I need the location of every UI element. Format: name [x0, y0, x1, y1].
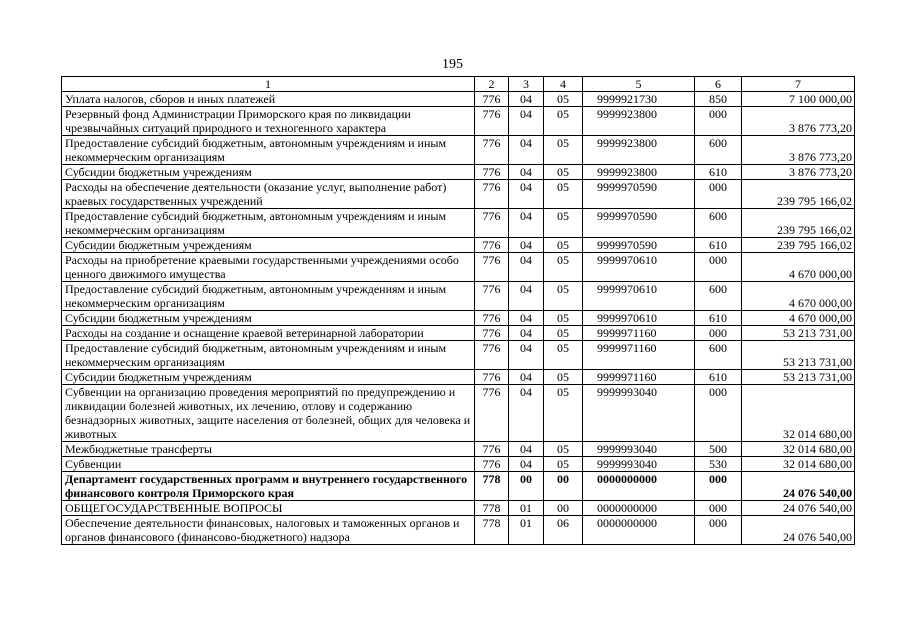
row-section-code: 04	[509, 442, 544, 457]
row-gr-code: 776	[475, 341, 509, 370]
row-name: Субвенции	[62, 457, 475, 472]
row-target-code: 9999993040	[583, 385, 695, 442]
table-row	[62, 385, 855, 442]
row-subsection-code: 05	[544, 311, 583, 326]
column-header: 1	[62, 77, 475, 92]
row-expense-type-code: 600	[695, 282, 742, 311]
row-gr-code: 776	[475, 107, 509, 136]
row-gr-code: 776	[475, 442, 509, 457]
row-section-code: 04	[509, 370, 544, 385]
row-name: Предоставление субсидий бюджетным, автономным учреждениям и иным некоммерческим организациям	[62, 282, 475, 311]
row-section-code: 00	[509, 472, 544, 501]
row-subsection-code: 05	[544, 180, 583, 209]
table-row	[62, 180, 855, 209]
column-header: 7	[742, 77, 855, 92]
row-amount: 3 876 773,20	[742, 136, 855, 165]
row-expense-type-code: 000	[695, 472, 742, 501]
table-row	[62, 92, 855, 107]
row-target-code: 9999970590	[583, 238, 695, 253]
table-row	[62, 326, 855, 341]
row-expense-type-code: 000	[695, 253, 742, 282]
row-amount: 53 213 731,00	[742, 370, 855, 385]
row-expense-type-code: 000	[695, 385, 742, 442]
row-amount: 4 670 000,00	[742, 311, 855, 326]
row-expense-type-code: 000	[695, 516, 742, 545]
row-gr-code: 776	[475, 457, 509, 472]
row-section-code: 01	[509, 501, 544, 516]
row-section-code: 04	[509, 165, 544, 180]
row-amount: 32 014 680,00	[742, 457, 855, 472]
row-expense-type-code: 610	[695, 165, 742, 180]
row-subsection-code: 05	[544, 209, 583, 238]
row-target-code: 9999993040	[583, 442, 695, 457]
row-target-code: 9999970610	[583, 253, 695, 282]
table-row	[62, 341, 855, 370]
row-target-code: 0000000000	[583, 472, 695, 501]
row-target-code: 9999971160	[583, 370, 695, 385]
row-target-code: 9999921730	[583, 92, 695, 107]
row-amount: 4 670 000,00	[742, 282, 855, 311]
row-amount: 7 100 000,00	[742, 92, 855, 107]
row-section-code: 04	[509, 385, 544, 442]
row-subsection-code: 05	[544, 253, 583, 282]
row-target-code: 9999923800	[583, 107, 695, 136]
row-gr-code: 776	[475, 326, 509, 341]
row-target-code: 9999993040	[583, 457, 695, 472]
row-expense-type-code: 000	[695, 180, 742, 209]
row-target-code: 9999970610	[583, 311, 695, 326]
row-name: Департамент государственных программ и внутреннего государственного финансового контроля Приморского края	[62, 472, 475, 501]
column-header: 5	[583, 77, 695, 92]
row-target-code: 0000000000	[583, 501, 695, 516]
row-subsection-code: 05	[544, 370, 583, 385]
row-expense-type-code: 000	[695, 326, 742, 341]
row-subsection-code: 05	[544, 282, 583, 311]
table-row	[62, 165, 855, 180]
row-name: Субсидии бюджетным учреждениям	[62, 165, 475, 180]
row-amount: 24 076 540,00	[742, 501, 855, 516]
row-subsection-code: 05	[544, 326, 583, 341]
row-subsection-code: 00	[544, 501, 583, 516]
table-row	[62, 209, 855, 238]
row-gr-code: 776	[475, 282, 509, 311]
row-name: Расходы на обеспечение деятельности (оказание услуг, выполнение работ) краевых государственных учреждений	[62, 180, 475, 209]
row-gr-code: 778	[475, 472, 509, 501]
row-subsection-code: 06	[544, 516, 583, 545]
row-expense-type-code: 000	[695, 501, 742, 516]
row-name: Межбюджетные трансферты	[62, 442, 475, 457]
row-amount: 53 213 731,00	[742, 326, 855, 341]
row-name: Субвенции на организацию проведения мероприятий по предупреждению и ликвидации болезней животных, их лечению, отлову и содержанию безнадзорных животных, защите населения от болезней, общих для человека и животных	[62, 385, 475, 442]
row-name: Предоставление субсидий бюджетным, автономным учреждениям и иным некоммерческим организациям	[62, 136, 475, 165]
row-subsection-code: 05	[544, 385, 583, 442]
row-amount: 32 014 680,00	[742, 442, 855, 457]
row-subsection-code: 05	[544, 238, 583, 253]
row-gr-code: 776	[475, 165, 509, 180]
column-header: 3	[509, 77, 544, 92]
row-amount: 239 795 166,02	[742, 209, 855, 238]
row-amount: 24 076 540,00	[742, 472, 855, 501]
table-row	[62, 370, 855, 385]
row-gr-code: 778	[475, 501, 509, 516]
row-amount: 24 076 540,00	[742, 516, 855, 545]
row-gr-code: 776	[475, 92, 509, 107]
table-row	[62, 253, 855, 282]
row-name: ОБЩЕГОСУДАРСТВЕННЫЕ ВОПРОСЫ	[62, 501, 475, 516]
row-name: Расходы на создание и оснащение краевой ветеринарной лаборатории	[62, 326, 475, 341]
row-amount: 4 670 000,00	[742, 253, 855, 282]
row-gr-code: 776	[475, 385, 509, 442]
row-subsection-code: 05	[544, 92, 583, 107]
row-expense-type-code: 530	[695, 457, 742, 472]
row-expense-type-code: 600	[695, 136, 742, 165]
row-gr-code: 776	[475, 238, 509, 253]
table-row	[62, 472, 855, 501]
column-header: 6	[695, 77, 742, 92]
column-header: 2	[475, 77, 509, 92]
row-amount: 3 876 773,20	[742, 165, 855, 180]
row-section-code: 04	[509, 457, 544, 472]
row-subsection-code: 05	[544, 136, 583, 165]
row-subsection-code: 05	[544, 341, 583, 370]
table-row	[62, 282, 855, 311]
row-section-code: 04	[509, 107, 544, 136]
row-name: Резервный фонд Администрации Приморского края по ликвидации чрезвычайных ситуаций природного и техногенного характера	[62, 107, 475, 136]
table-row	[62, 457, 855, 472]
row-section-code: 04	[509, 238, 544, 253]
row-gr-code: 776	[475, 311, 509, 326]
row-gr-code: 776	[475, 253, 509, 282]
row-section-code: 04	[509, 136, 544, 165]
row-name: Предоставление субсидий бюджетным, автономным учреждениям и иным некоммерческим организациям	[62, 341, 475, 370]
table-row	[62, 501, 855, 516]
column-header: 4	[544, 77, 583, 92]
row-expense-type-code: 850	[695, 92, 742, 107]
row-amount: 239 795 166,02	[742, 238, 855, 253]
row-expense-type-code: 610	[695, 238, 742, 253]
row-name: Субсидии бюджетным учреждениям	[62, 370, 475, 385]
row-expense-type-code: 600	[695, 341, 742, 370]
row-section-code: 04	[509, 92, 544, 107]
row-target-code: 9999923800	[583, 136, 695, 165]
row-section-code: 04	[509, 282, 544, 311]
row-name: Субсидии бюджетным учреждениям	[62, 238, 475, 253]
row-name: Расходы на приобретение краевыми государственными учреждениями особо ценного движимого имущества	[62, 253, 475, 282]
row-section-code: 04	[509, 341, 544, 370]
row-expense-type-code: 000	[695, 107, 742, 136]
row-name: Обеспечение деятельности финансовых, налоговых и таможенных органов и органов финансового (финансово-бюджетного) надзора	[62, 516, 475, 545]
row-expense-type-code: 600	[695, 209, 742, 238]
row-section-code: 04	[509, 326, 544, 341]
row-subsection-code: 05	[544, 165, 583, 180]
row-gr-code: 776	[475, 370, 509, 385]
row-expense-type-code: 610	[695, 311, 742, 326]
row-name: Уплата налогов, сборов и иных платежей	[62, 92, 475, 107]
row-amount: 239 795 166,02	[742, 180, 855, 209]
table-row	[62, 516, 855, 545]
row-section-code: 04	[509, 209, 544, 238]
row-subsection-code: 05	[544, 107, 583, 136]
row-section-code: 04	[509, 180, 544, 209]
row-name: Предоставление субсидий бюджетным, автономным учреждениям и иным некоммерческим организациям	[62, 209, 475, 238]
row-target-code: 9999971160	[583, 341, 695, 370]
row-gr-code: 776	[475, 136, 509, 165]
table-row	[62, 136, 855, 165]
row-section-code: 04	[509, 311, 544, 326]
row-amount: 3 876 773,20	[742, 107, 855, 136]
row-gr-code: 776	[475, 180, 509, 209]
row-name: Субсидии бюджетным учреждениям	[62, 311, 475, 326]
row-target-code: 9999970590	[583, 180, 695, 209]
table-row	[62, 238, 855, 253]
page-number: 195	[442, 57, 463, 72]
table-row	[62, 442, 855, 457]
row-amount: 53 213 731,00	[742, 341, 855, 370]
budget-table	[61, 76, 855, 545]
row-subsection-code: 05	[544, 457, 583, 472]
table-row	[62, 311, 855, 326]
row-target-code: 9999923800	[583, 165, 695, 180]
row-amount: 32 014 680,00	[742, 385, 855, 442]
row-subsection-code: 00	[544, 472, 583, 501]
row-target-code: 9999970590	[583, 209, 695, 238]
row-expense-type-code: 610	[695, 370, 742, 385]
table-row	[62, 107, 855, 136]
row-expense-type-code: 500	[695, 442, 742, 457]
row-section-code: 04	[509, 253, 544, 282]
row-target-code: 9999971160	[583, 326, 695, 341]
row-target-code: 0000000000	[583, 516, 695, 545]
row-section-code: 01	[509, 516, 544, 545]
row-gr-code: 776	[475, 209, 509, 238]
row-target-code: 9999970610	[583, 282, 695, 311]
row-subsection-code: 05	[544, 442, 583, 457]
header-row	[62, 77, 855, 92]
row-gr-code: 778	[475, 516, 509, 545]
